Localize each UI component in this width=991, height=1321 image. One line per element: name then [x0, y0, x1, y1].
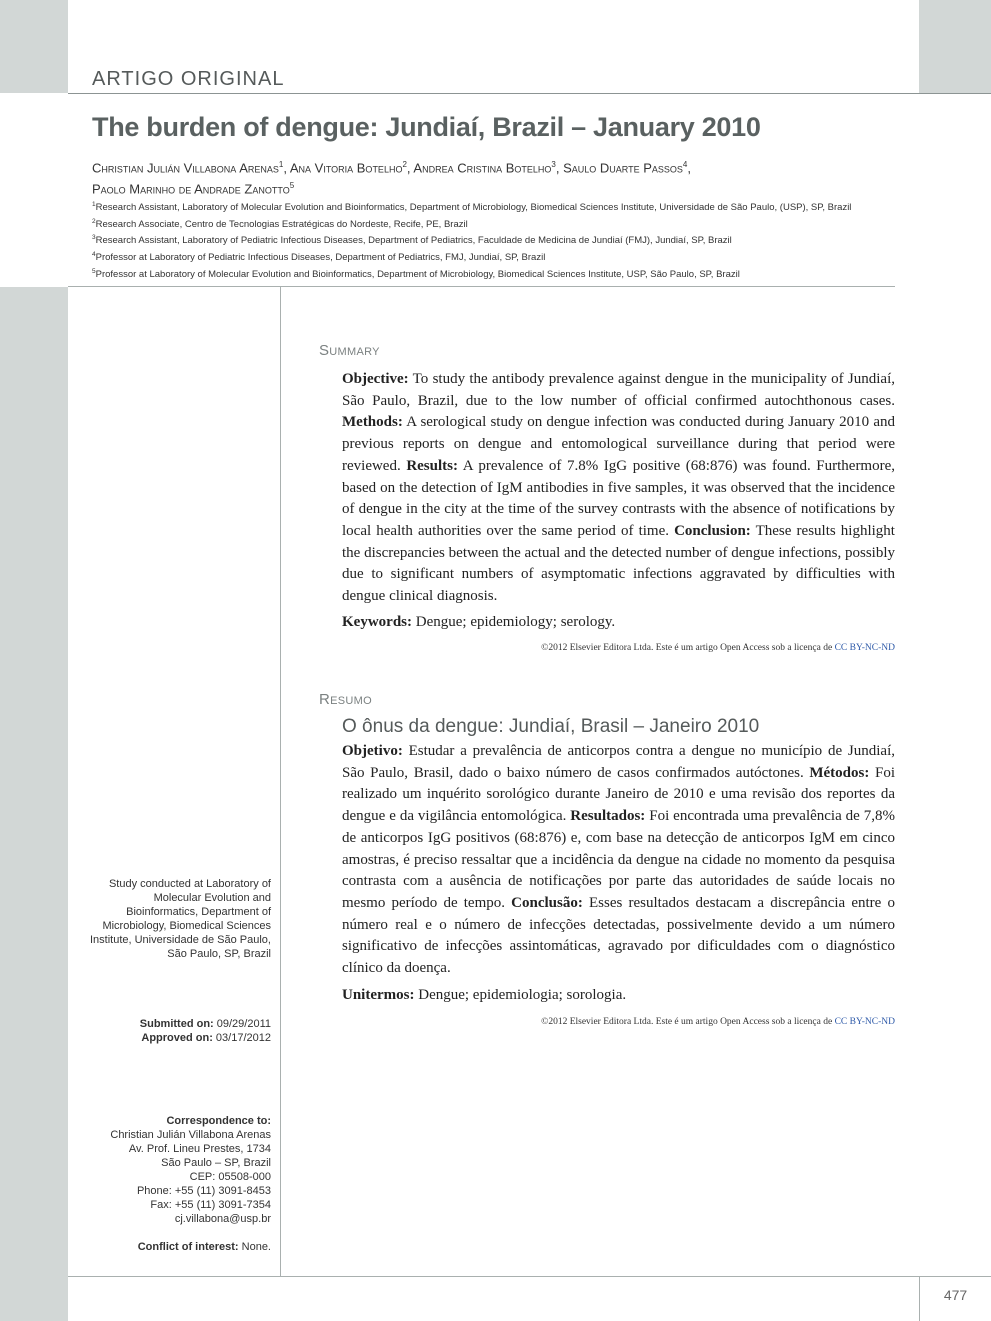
- affiliation-text: Research Assistant, Laboratory of Molecular Evolution and Bioinformatics, Department of Microbiology, Biomedical Sciences Institute, Universidade de São Paulo, (USP), SP, Brazil: [95, 202, 852, 214]
- author-affil-ref: 3: [551, 160, 556, 169]
- resumo-copyright: [342, 1017, 895, 1027]
- objective-text: To study the antibody prevalence against dengue in the municipality of Jundiaí, São Paulo, Brazil, due to the low number of official confirmed autochthonous cases.: [342, 371, 895, 409]
- submitted-label: Submitted on:: [139, 1018, 214, 1030]
- correspondence-label: Correspondence to:: [166, 1115, 271, 1127]
- license-link[interactable]: CC BY-NC-ND: [834, 643, 895, 653]
- fax: Fax: +55 (11) 3091-7354: [150, 1199, 271, 1211]
- summary-abstract: [342, 369, 895, 608]
- postal-code: CEP: 05508-000: [189, 1171, 271, 1183]
- keywords-label: Keywords:: [342, 614, 412, 630]
- footer-rule: [68, 1276, 991, 1277]
- author-separator: ,: [406, 160, 414, 176]
- conclusao-label: Conclusão:: [511, 894, 583, 911]
- resumo-heading: Resumo: [319, 691, 372, 708]
- methods-text: A serological study on dengue infection was conducted during January 2010 and previous reports on dengue and entomological surveillance during that period were reviewed.: [342, 414, 895, 474]
- email[interactable]: cj.villabona@usp.br: [174, 1213, 271, 1225]
- affiliation-number: 5: [92, 267, 96, 275]
- objetivo-label: Objetivo:: [342, 743, 403, 759]
- corner-band-right: [919, 0, 991, 93]
- unitermos-text: Dengue; epidemiologia; sorologia.: [414, 987, 627, 1003]
- author-name: Saulo Duarte Passos: [563, 160, 683, 176]
- submission-dates: [80, 1017, 271, 1045]
- author-name: Andrea Cristina Botelho: [413, 160, 552, 176]
- affiliation-number: 1: [92, 201, 96, 208]
- phone: Phone: +55 (11) 3091-8453: [136, 1185, 271, 1197]
- affiliation-number: 4: [92, 250, 96, 258]
- affiliation-item: [92, 231, 902, 248]
- author-affil-ref: 2: [402, 160, 407, 169]
- affiliation-list: [92, 198, 902, 281]
- affiliation-number: 2: [92, 217, 96, 225]
- affiliation-text: Professor at Laboratory of Pediatric Infectious Diseases, Department of Pediatrics, FMJ, Jundiaí, SP, Brazil: [95, 252, 546, 264]
- author-affil-ref: 5: [289, 181, 295, 191]
- conclusion-label: Conclusion:: [674, 522, 751, 539]
- resumo-abstract: [342, 741, 895, 980]
- approved-line: [80, 1031, 271, 1045]
- affiliation-item: [92, 265, 902, 282]
- address-line: São Paulo – SP, Brazil: [161, 1157, 271, 1169]
- affiliation-number: 3: [92, 234, 96, 242]
- correspondence-block: [80, 1114, 271, 1226]
- correspondence-name: Christian Julián Villabona Arenas: [110, 1129, 271, 1141]
- resultados-label: Resultados:: [570, 808, 646, 825]
- keywords-text: Dengue; epidemiology; serology.: [412, 614, 616, 630]
- metodos-text: Foi realizado um inquérito sorológico durante Janeiro de 2010 e uma revisão dos reportes da dengue e da vigilância entomológica.: [342, 764, 895, 825]
- study-note: Study conducted at Laboratory of Molecular Evolution and Bioinformatics, Department of Microbiology, Biomedical Sciences Institute, Universidade de São Paulo, São Paulo, SP, Brazil: [89, 878, 271, 960]
- license-link[interactable]: CC BY-NC-ND: [834, 1017, 895, 1027]
- results-text: A prevalence of 7.8% IgG positive (68:876) was found. Furthermore, based on the detection of IgM antibodies in five samples, it was observed that the incidence of dengue in the city at the time of the survey contrasts with the absence of notifications by local health authorities over the same period of time.: [342, 457, 896, 539]
- author-name: Christian Julián Villabona Arenas: [92, 160, 279, 176]
- author-separator: ,: [687, 160, 691, 176]
- conflict-of-interest: [80, 1240, 271, 1254]
- address-line: Av. Prof. Lineu Prestes, 1734: [128, 1143, 271, 1155]
- affiliation-text: Research Associate, Centro de Tecnologias Estratégicas do Nordeste, Recife, PE, Brazil: [95, 218, 468, 230]
- section-rule: [68, 286, 895, 287]
- conclusion-text: These results highlight the discrepancies between the actual and the detected number of dengue infections, possibly due to significant numbers of asymptomatic infections aggravated by difficulties with dengue clinical diagnosis.: [342, 522, 895, 605]
- column-divider: [280, 287, 281, 1277]
- author-affil-ref: 1: [278, 160, 284, 169]
- objetivo-text: Estudar a prevalência de anticorpos contra a dengue no município de Jundiaí, São Paulo, Brasil, dado o baixo número de casos confirmados autóctones.: [342, 743, 895, 781]
- copyright-text: ©2012 Elsevier Editora Ltda. Este é um artigo Open Access sob a licença de: [541, 1017, 835, 1027]
- copyright-text: ©2012 Elsevier Editora Ltda. Este é um artigo Open Access sob a licença de: [541, 643, 835, 653]
- resumo-title: O ônus da dengue: Jundiaí, Brasil – Janeiro 2010: [342, 716, 760, 737]
- affiliation-item: [92, 215, 902, 232]
- approved-label: Approved on:: [141, 1032, 213, 1044]
- left-margin-band: [0, 287, 68, 1321]
- results-label: Results:: [406, 457, 458, 474]
- affiliation-item: [92, 198, 902, 215]
- objective-label: Objective:: [342, 371, 409, 387]
- author-name: Ana Vitoria Botelho: [289, 160, 403, 176]
- affiliation-text: Professor at Laboratory of Molecular Evolution and Bioinformatics, Department of Microbiology, Biomedical Sciences Institute, USP, São Paulo, SP, Brazil: [95, 268, 740, 280]
- header-rule: [68, 93, 991, 94]
- summary-keywords: [342, 612, 895, 634]
- conflict-label: Conflict of interest:: [137, 1241, 239, 1253]
- approved-date: 03/17/2012: [212, 1032, 271, 1044]
- metodos-label: Métodos:: [809, 764, 870, 781]
- summary-copyright: [342, 643, 895, 653]
- author-separator: ,: [283, 160, 290, 176]
- methods-label: Methods:: [342, 414, 403, 431]
- affiliation-text: Research Assistant, Laboratory of Pediatric Infectious Diseases, Department of Pediatrics, Faculdade de Medicina de Jundiaí (FMJ), Jundiaí, SP, Brazil: [95, 235, 732, 247]
- page-number: 477: [943, 1287, 968, 1303]
- author-separator: ,: [555, 160, 564, 176]
- author-list: [92, 156, 892, 199]
- author-affil-ref: 4: [682, 160, 688, 169]
- corner-band-left: [0, 0, 68, 93]
- submitted-date: 09/29/2011: [213, 1018, 271, 1030]
- section-label: ARTIGO ORIGINAL: [92, 68, 285, 90]
- conflict-value: None.: [238, 1241, 271, 1253]
- summary-heading: Summary: [319, 342, 380, 359]
- article-title: The burden of dengue: Jundiaí, Brazil – January 2010: [92, 112, 761, 142]
- submitted-line: [80, 1017, 271, 1031]
- conclusao-text: Esses resultados destacam a discrepância entre o número real e o número de infecções detectadas, possivelmente devido a um número significativo de infecções assintomáticas, agravado por dificuldades com o diagnóstico clínico da doença.: [342, 894, 895, 977]
- unitermos-label: Unitermos:: [342, 987, 415, 1003]
- author-name: Paolo Marinho de Andrade Zanotto: [92, 181, 290, 197]
- resultados-text: Foi encontrada uma prevalência de 7,8% de anticorpos IgG positivos (68:876) e, com base na detecção de anticorpos IgM em cinco amostras, é preciso ressaltar que a incidência da dengue na cidade no momento da pesquisa contrasta com a ausência de notificações por parte das autoridades de saúde locais no mesmo período de tempo.: [342, 808, 896, 911]
- affiliation-item: [92, 248, 902, 265]
- resumo-unitermos: [342, 985, 895, 1007]
